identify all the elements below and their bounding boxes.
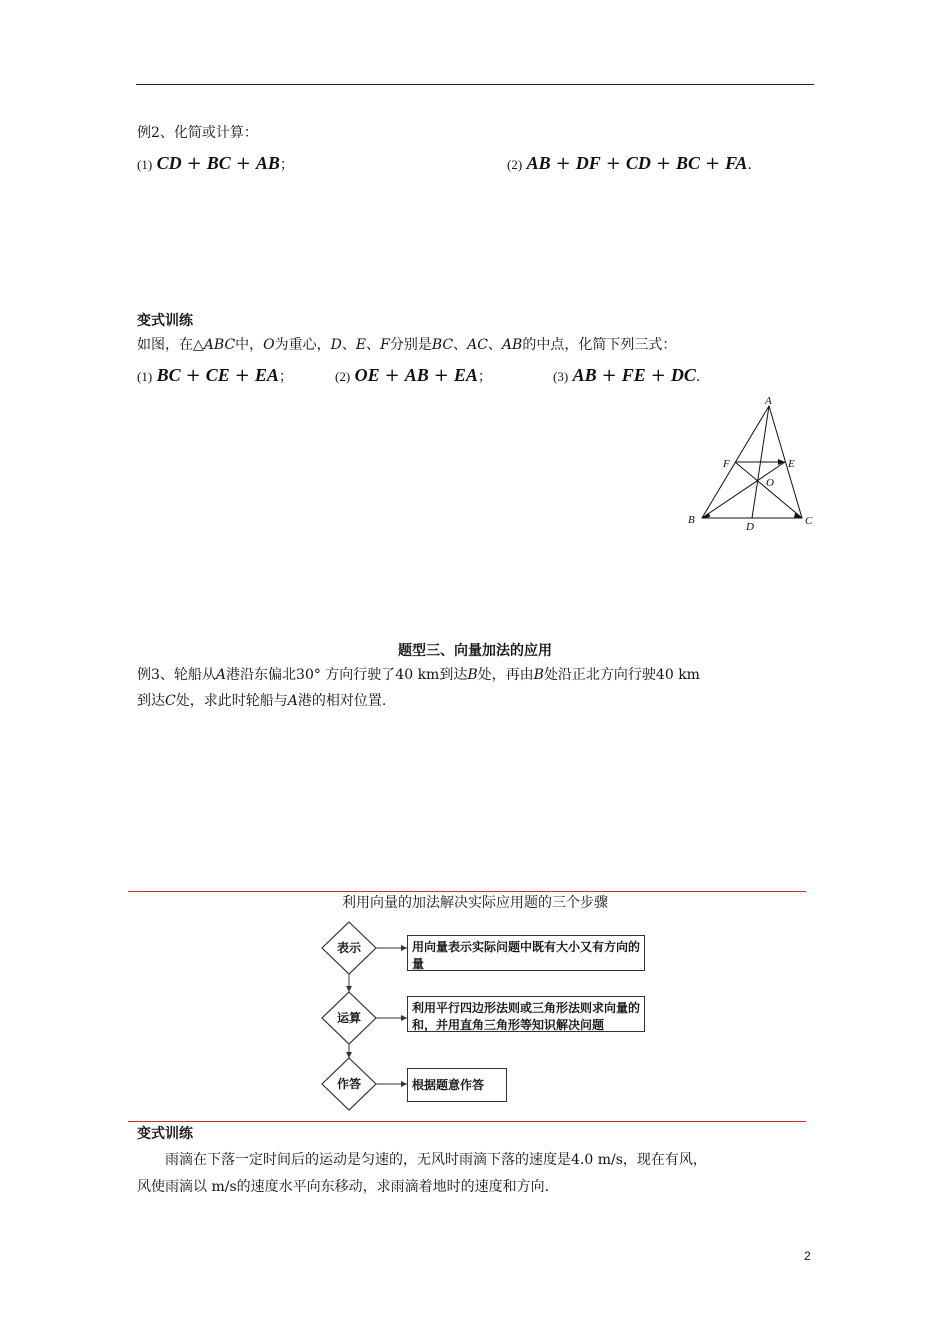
- text: BC: [431, 337, 454, 353]
- plus-sign: +: [186, 153, 202, 174]
- vector-term: OE: [354, 365, 380, 385]
- vector-term: AB: [526, 153, 551, 173]
- item-end: ；: [279, 157, 294, 173]
- variant1-heading: 变式训练: [137, 313, 193, 329]
- text: 处，求此时轮船与: [175, 693, 288, 709]
- median-be: [702, 462, 785, 518]
- plus-sign: +: [234, 365, 250, 386]
- plus-sign: +: [650, 365, 666, 386]
- item-number: (1): [137, 157, 153, 172]
- plus-sign: +: [433, 365, 449, 386]
- example2-title: 例2、化简或计算：: [137, 125, 258, 141]
- text: B: [467, 667, 478, 683]
- section3-heading: 题型三、向量加法的应用: [398, 643, 552, 659]
- plus-sign: +: [235, 153, 251, 174]
- example3-line2: [137, 691, 386, 711]
- item-end: .: [747, 157, 752, 173]
- item-number: (2): [507, 157, 523, 172]
- step1-label: 表示: [336, 941, 361, 955]
- flow-bottom-rule: [128, 1121, 806, 1122]
- label-d: D: [746, 521, 754, 533]
- variant1-text: [137, 335, 676, 355]
- plus-sign: +: [601, 365, 617, 386]
- step1-box: 用向量表示实际问题中既有大小又有方向的量: [407, 935, 645, 971]
- label-b: B: [688, 514, 695, 526]
- text: B: [533, 667, 544, 683]
- item-end: .: [695, 369, 701, 385]
- text: 分别是: [389, 337, 432, 353]
- variant1-item1: [137, 365, 293, 387]
- triangle-figure: [680, 392, 820, 537]
- vector-term: AB: [255, 153, 280, 173]
- step2-label: 运算: [336, 1011, 361, 1025]
- text: 处，再由: [477, 667, 534, 683]
- text: 到达: [137, 693, 165, 709]
- label-a: A: [765, 395, 772, 407]
- label-o: O: [766, 477, 774, 489]
- step3-box: 根据题意作答: [407, 1068, 507, 1102]
- variant2-line1: 雨滴在下落一定时间后的运动是匀速的，无风时雨滴下落的速度是4.0 m/s，现在有风，: [165, 1152, 707, 1168]
- variant1-item2: [335, 365, 492, 387]
- text: ABC: [203, 337, 236, 353]
- vector-term: CD: [625, 153, 651, 173]
- text: 、: [341, 337, 356, 353]
- text: F: [380, 337, 390, 353]
- text: AB: [501, 337, 523, 353]
- text: 的中点，化简下列三式：: [522, 337, 677, 353]
- text: 中，: [235, 337, 264, 353]
- flow-title: 利用向量的加法解决实际应用题的三个步骤: [342, 895, 608, 911]
- vector-term: BC: [675, 153, 700, 173]
- label-f: F: [723, 458, 730, 470]
- arrow-head: [346, 1052, 352, 1058]
- vector-term: AB: [404, 365, 429, 385]
- step2-box: 利用平行四边形法则或三角形法则求向量的和，并用直角三角形等知识解决问题: [407, 996, 645, 1032]
- vector-term: EA: [453, 365, 478, 385]
- vector-term: CD: [156, 153, 182, 173]
- item-end: ；: [477, 369, 492, 385]
- text: D: [330, 337, 342, 353]
- vector-term: CE: [205, 365, 230, 385]
- example2-item1: [137, 153, 294, 175]
- flow-top-rule: [128, 891, 806, 892]
- variant2-line2: 风使雨滴以 m/s的速度水平向东移动，求雨滴着地时的速度和方向.: [137, 1179, 550, 1195]
- text: A: [287, 693, 298, 709]
- step3-label: 作答: [336, 1077, 361, 1091]
- text: AC: [467, 337, 488, 353]
- vector-term: BC: [206, 153, 231, 173]
- variant1-item3: [553, 365, 700, 387]
- text: 如图，在△: [137, 337, 204, 353]
- text: 、: [453, 337, 468, 353]
- text: 港沿东偏北30° 方向行驶了40 km到达: [226, 667, 468, 683]
- vector-term: DC: [670, 365, 696, 385]
- text: 为重心，: [274, 337, 331, 353]
- vector-term: AB: [572, 365, 597, 385]
- example3-line1: [137, 665, 700, 685]
- item-number: (2): [335, 369, 351, 384]
- item-number: (1): [137, 369, 153, 384]
- text: 、: [487, 337, 502, 353]
- vector-term: EA: [254, 365, 279, 385]
- text: 、: [366, 337, 381, 353]
- item-end: ；: [278, 369, 293, 385]
- label-e: E: [788, 458, 795, 470]
- item-number: (3): [553, 369, 569, 384]
- text: 港的相对位置.: [297, 693, 387, 709]
- plus-sign: +: [555, 153, 571, 174]
- vector-term: FE: [621, 365, 646, 385]
- plus-sign: +: [605, 153, 621, 174]
- text: 处沿正北方向行驶40 km: [543, 667, 700, 683]
- header-rule: [136, 84, 814, 85]
- text: E: [355, 337, 367, 353]
- label-c: C: [805, 515, 813, 527]
- example2-item2: [507, 153, 752, 175]
- text: C: [165, 693, 176, 709]
- plus-sign: +: [655, 153, 671, 174]
- vector-term: DF: [575, 153, 601, 173]
- text: O: [263, 337, 275, 353]
- text: 例3、轮船从: [137, 667, 216, 683]
- plus-sign: +: [384, 365, 400, 386]
- plus-sign: +: [704, 153, 721, 174]
- page-number: 2: [804, 1249, 811, 1263]
- median-cf: [735, 462, 802, 518]
- vector-term: FA: [725, 153, 748, 173]
- arrow-head: [346, 986, 352, 992]
- text: A: [215, 667, 227, 683]
- variant2-heading: 变式训练: [137, 1126, 193, 1142]
- plus-sign: +: [185, 365, 201, 386]
- vector-term: BC: [156, 365, 181, 385]
